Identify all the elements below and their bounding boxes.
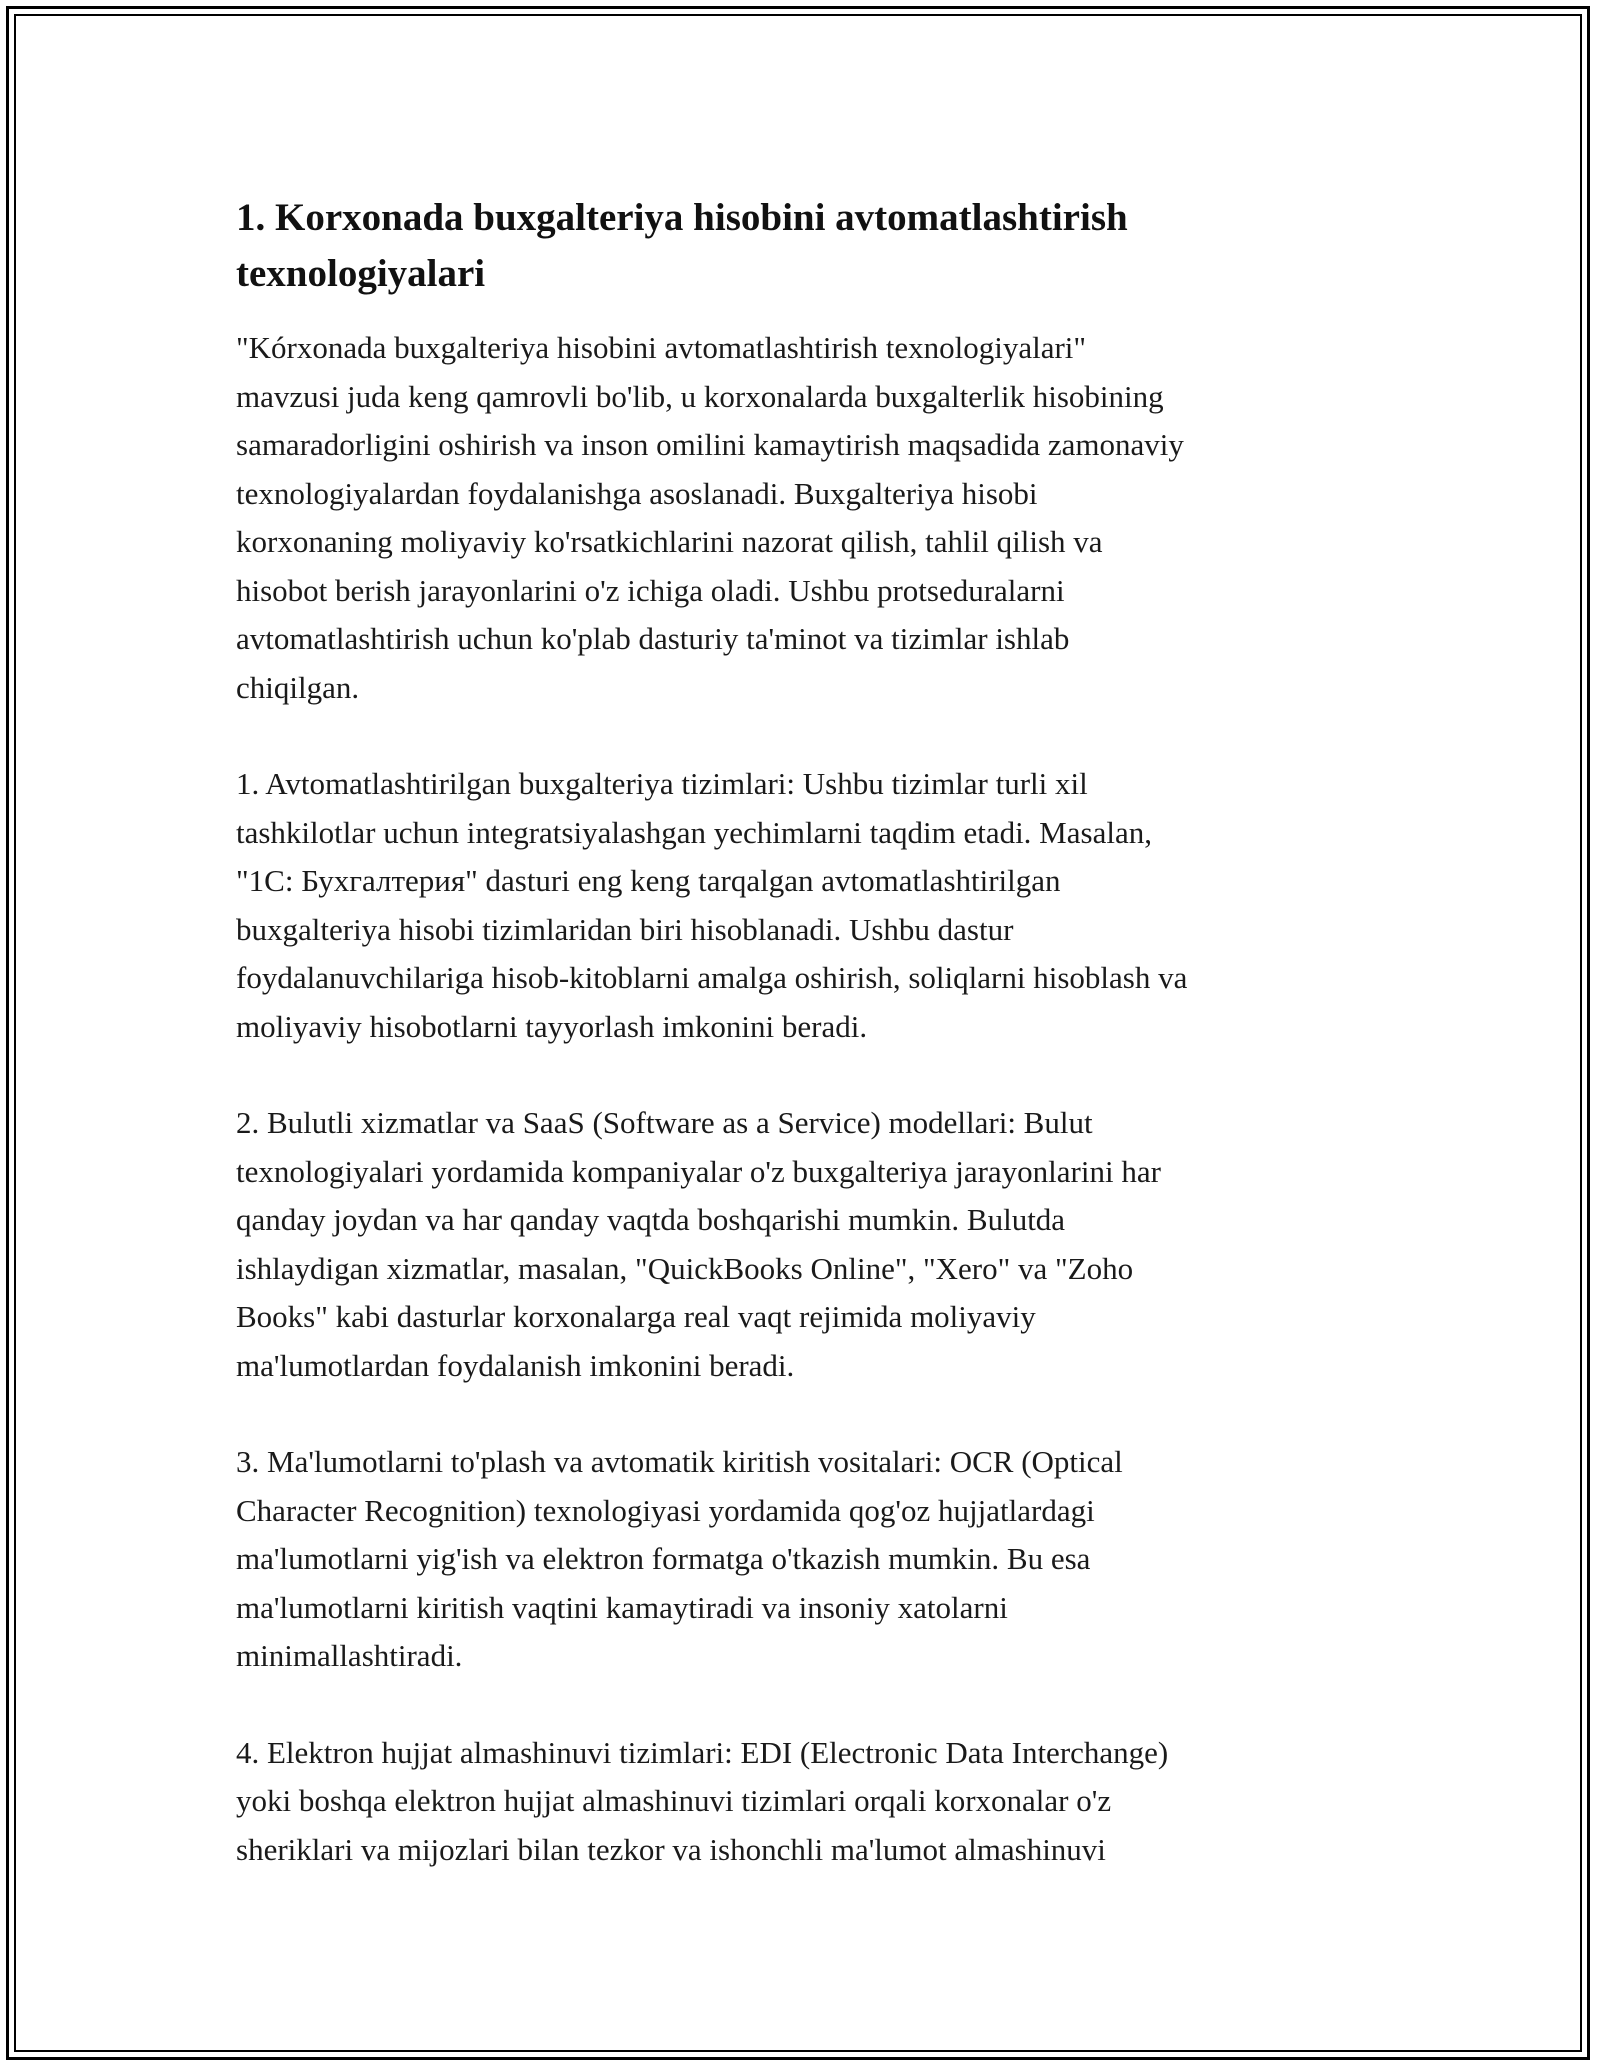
list-item-paragraph: 3. Ma'lumotlarni to'plash va avtomatik kiritish vositalari: OCR (Optical Character Recognition) texnologiyasi yordamida qog'oz hujjatlardagi ma'lumotlarni yig'ish va elektron formatga o'tkazish mumkin. Bu esa ma'lumotlarni kiritish vaqtini kamaytiradi va insoniy xatolarni minimallashtiradi.	[236, 1444, 1123, 1673]
intro-paragraph: "Kórxonada buxgalteriya hisobini avtomatlashtirish texnologiyalari" mavzusi juda keng qamrovli bo'lib, u korxonalarda buxgalterlik hisobining samaradorligini oshirish va inson omilini kamaytirish maqsadida zamonaviy texnologiyalardan foydalanishga asoslanadi. Buxgalteriya hisobi korxonaning moliyaviy ko'rsatkichlarini nazorat qilish, tahlil qilish va hisobot berish jarayonlarini o'z ichiga oladi. Ushbu protseduralarni avtomatlashtirish uchun ko'plab dasturiy ta'minot va tizimlar ishlab chiqilgan.	[236, 330, 1184, 705]
list-item-paragraph: 1. Avtomatlashtirilgan buxgalteriya tizimlari: Ushbu tizimlar turli xil tashkilotlar uchun integratsiyalashgan yechimlarni taqdim etadi. Masalan, "1C: Бухгалтерия" dasturi eng keng tarqalgan avtomatlashtirilgan buxgalteriya hisobi tizimlaridan biri hisoblanadi. Ushbu dastur foydalanuvchilariga hisob-kitoblarni amalga oshirish, soliqlarni hisoblash va moliyaviy hisobotlarni tayyorlash imkonini beradi.	[236, 766, 1188, 1044]
list-item-paragraph: 4. Elektron hujjat almashinuvi tizimlari: EDI (Electronic Data Interchange) yoki boshqa elektron hujjat almashinuvi tizimlari orqali korxonalar o'z sheriklari va mijozlari bilan tezkor va ishonchli ma'lumot almashinuvi	[236, 1734, 1169, 1867]
list-item-paragraph: 2. Bulutli xizmatlar va SaaS (Software as a Service) modellari: Bulut texnologiyalari yordamida kompaniyalar o'z buxgalteriya jarayonlarini har qanday joydan va har qanday vaqtda boshqarishi mumkin. Bulutda ishlaydigan xizmatlar, masalan, "QuickBooks Online", "Xero" va "Zoho Books" kabi dasturlar korxonalarga real vaqt rejimida moliyaviy ma'lumotlardan foydalanish imkonini beradi.	[236, 1105, 1161, 1383]
document-body	[236, 190, 1366, 1922]
document-title: 1. Korxonada buxgalteriya hisobini avtomatlashtirish texnologiyalari	[236, 196, 1128, 295]
